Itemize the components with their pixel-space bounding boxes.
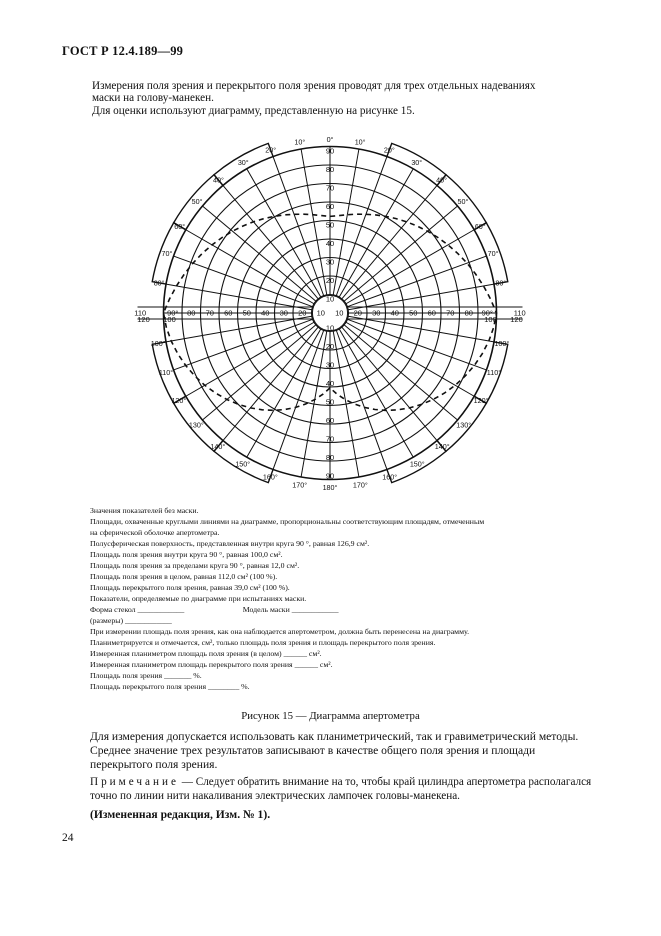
- angle-label-lower: 140°: [434, 442, 450, 452]
- radial-label-top: 50: [325, 220, 335, 230]
- spoke-line: [339, 329, 413, 457]
- note-line: При измерении площадь поля зрения, как она наблюдается апертометром, должна быть перенесена на диаграмму.: [90, 627, 470, 636]
- note-line: Площадь поля зрения _______ %.: [90, 671, 202, 680]
- spoke-line: [346, 322, 474, 396]
- axis-label-left: 110: [134, 308, 147, 318]
- spoke-line: [339, 169, 413, 297]
- axis-label-left: 80: [187, 308, 196, 318]
- angle-label-lower: 120°: [473, 395, 489, 405]
- angle-label-upper: 70°: [161, 249, 173, 259]
- angle-label-upper: 40°: [436, 175, 447, 185]
- radial-label-bottom: 40: [325, 379, 335, 388]
- note-text: — Следует обратить внимание на то, чтобы край цилиндра апертометра располагался: [181, 776, 592, 788]
- angle-label-lower: 150°: [409, 459, 425, 469]
- amendment-note: (Измененная редакция, Изм. № 1).: [90, 808, 271, 821]
- axis-label-right: 40: [390, 308, 399, 318]
- axis-label-left: 90°: [167, 308, 179, 318]
- radial-label-bottom: 80: [325, 453, 335, 462]
- edge-label-right: 120: [510, 315, 523, 324]
- axis-label-right: 10: [335, 308, 344, 318]
- note-line: на сферической оболочке апертометра.: [90, 528, 220, 537]
- angle-label-upper: 30°: [237, 158, 249, 168]
- apertometer-diagram: [100, 118, 560, 498]
- angle-label-lower: 170°: [292, 480, 308, 490]
- angle-label-upper: 60°: [474, 221, 486, 231]
- radial-label-top: 30: [325, 257, 335, 267]
- angle-label-lower: 120°: [171, 395, 187, 405]
- spoke-line: [346, 230, 474, 304]
- angle-label-upper: 80°: [153, 278, 165, 288]
- body-paragraph-2b: перекрытого поля зрения.: [90, 757, 218, 771]
- edge-label-left-inner: 100: [163, 315, 176, 324]
- spoke-line: [348, 284, 494, 310]
- radial-label-bottom: 70: [325, 434, 335, 444]
- axis-label-right: 30: [372, 308, 381, 318]
- note-line: Площадь поля зрения в целом, равная 112,0 см² (100 %).: [90, 572, 278, 581]
- axis-label-right: 20: [353, 308, 362, 318]
- note-line: Форма стекол ____________ Модель маски ____________: [90, 605, 339, 614]
- angle-label-upper: 80°: [495, 278, 507, 288]
- note-line: Площадь поля зрения внутри круга 90 °, равная 100,0 см².: [90, 550, 283, 559]
- intro-line-3: Для оценки используют диаграмму, представленную на рисунке 15.: [92, 105, 415, 117]
- note-line: Измеренная планиметром площадь поля зрения (в целом) ______ см².: [90, 649, 322, 658]
- angle-label-lower: 150°: [235, 459, 251, 469]
- radial-label-bottom: 20: [325, 342, 335, 351]
- angle-label-upper: 50°: [457, 196, 469, 206]
- radial-label-bottom: 60: [325, 416, 335, 425]
- note-line: Площадь перекрытого поля зрения ________ %.: [90, 682, 250, 691]
- note-line: (размеры) ____________: [90, 616, 172, 625]
- axis-label-left: 10: [316, 308, 325, 318]
- axis-label-right: 80: [464, 308, 473, 318]
- angle-label-lower: 160°: [382, 472, 398, 482]
- axis-label-left: 70: [205, 308, 214, 318]
- angle-label-lower: 110°: [486, 368, 502, 378]
- radial-label-top: 90: [325, 146, 335, 156]
- axis-label-right: 60: [427, 308, 436, 318]
- angle-label-upper: 0°: [326, 135, 334, 144]
- angle-label-upper: 50°: [191, 196, 203, 206]
- document-header: ГОСТ Р 12.4.189—99: [62, 44, 184, 58]
- axis-label-right: 70: [446, 308, 455, 318]
- body-text: [90, 730, 600, 771]
- axis-label-left: 50: [242, 308, 251, 318]
- note-line: Измеренная планиметром площадь перекрытого поля зрения ______ см².: [90, 660, 333, 669]
- spoke-line: [166, 316, 312, 342]
- axis-label-right: 110: [513, 308, 526, 318]
- angle-label-upper: 10°: [354, 137, 366, 147]
- radial-label-top: 70: [325, 183, 335, 193]
- spoke-line: [301, 149, 327, 295]
- note-line: Площадь перекрытого поля зрения, равная 39,0 см² (100 %).: [90, 583, 290, 592]
- angle-label-lower: 160°: [262, 472, 278, 482]
- axis-label-left: 40: [261, 308, 270, 318]
- spoke-line: [247, 169, 321, 297]
- spoke-line: [348, 316, 494, 342]
- angle-label-lower: 170°: [352, 480, 368, 490]
- radial-label-bottom: 50: [325, 397, 335, 407]
- radial-label-top: 40: [325, 239, 335, 248]
- edge-label-right-inner: 100: [484, 315, 497, 324]
- intro-line-2: маски на голову-манекен.: [92, 92, 214, 104]
- spoke-line: [166, 284, 312, 310]
- angle-label-lower: 100°: [494, 338, 510, 348]
- axis-label-left: 30: [279, 308, 288, 318]
- note-label: Примечание: [90, 776, 179, 788]
- note-line: Площадь поля зрения за пределами круга 90 °, равная 12,0 см².: [90, 561, 300, 570]
- axis-label-left: 60: [224, 308, 233, 318]
- note-line: Значения показателей без маски.: [90, 506, 199, 515]
- diagram-notes: [90, 505, 610, 692]
- angle-label-lower: 100°: [150, 338, 166, 348]
- intro-line-1: Измерения поля зрения и перекрытого поля зрения проводят для трех отдельных надеваниях: [92, 80, 536, 92]
- radial-label-bottom: 90: [325, 471, 335, 481]
- spoke-line: [333, 331, 359, 477]
- edge-label-left: 120: [137, 315, 150, 324]
- angle-label-lower: 140°: [210, 442, 226, 452]
- angle-label-upper: 60°: [174, 221, 186, 231]
- angle-label-upper: 20°: [265, 145, 277, 155]
- spoke-line: [333, 149, 359, 295]
- spoke-line: [186, 230, 314, 304]
- radial-label-bottom: 30: [325, 360, 335, 370]
- radial-label-bottom: 10: [325, 323, 335, 333]
- radial-label-top: 60: [325, 202, 335, 211]
- radial-label-top: 20: [325, 276, 335, 285]
- axis-label-right: 50: [409, 308, 418, 318]
- angle-label-lower: 180°: [322, 483, 338, 492]
- figure-caption: Рисунок 15 — Диаграмма апертометра: [241, 710, 420, 722]
- angle-label-upper: 30°: [411, 158, 423, 168]
- radial-label-top: 80: [325, 165, 335, 174]
- spoke-line: [247, 329, 321, 457]
- note-text-2: точно по линии нити накаливания электрических лампочек головы-манекена.: [90, 789, 460, 802]
- angle-label-upper: 40°: [213, 175, 224, 185]
- note-line: Площади, охваченные круглыми линиями на диаграмме, пропорциональны соответствующим площадям, отмеченным: [90, 517, 485, 526]
- note-line: Показатели, определяемые по диаграмме при испытаниях маски.: [90, 594, 307, 603]
- note-line: Полусферическая поверхность, представленная внутри круга 90 °, равная 126,9 см².: [90, 539, 370, 548]
- body-paragraph-1: Для измерения допускается использовать как планиметрический, так и гравиметрический методы.: [90, 730, 579, 743]
- angle-label-upper: 20°: [383, 145, 395, 155]
- angle-label-upper: 10°: [294, 137, 306, 147]
- note-block: [90, 776, 600, 804]
- page-number: 24: [62, 832, 74, 844]
- axis-label-right: 90°: [481, 308, 493, 318]
- angle-label-lower: 130°: [456, 420, 472, 430]
- angle-label-lower: 110°: [158, 368, 174, 378]
- note-line: Планиметрируется и отмечается, см², только площадь поля зрения и площадь перекрытого поля зрения.: [90, 638, 436, 647]
- body-paragraph-2a: Среднее значение трех результатов записывают в качестве общего поля зрения и площади: [90, 743, 536, 757]
- axis-label-left: 20: [298, 308, 307, 318]
- angle-label-upper: 70°: [487, 249, 499, 259]
- radial-label-top: 10: [325, 294, 335, 304]
- angle-label-lower: 130°: [188, 420, 204, 430]
